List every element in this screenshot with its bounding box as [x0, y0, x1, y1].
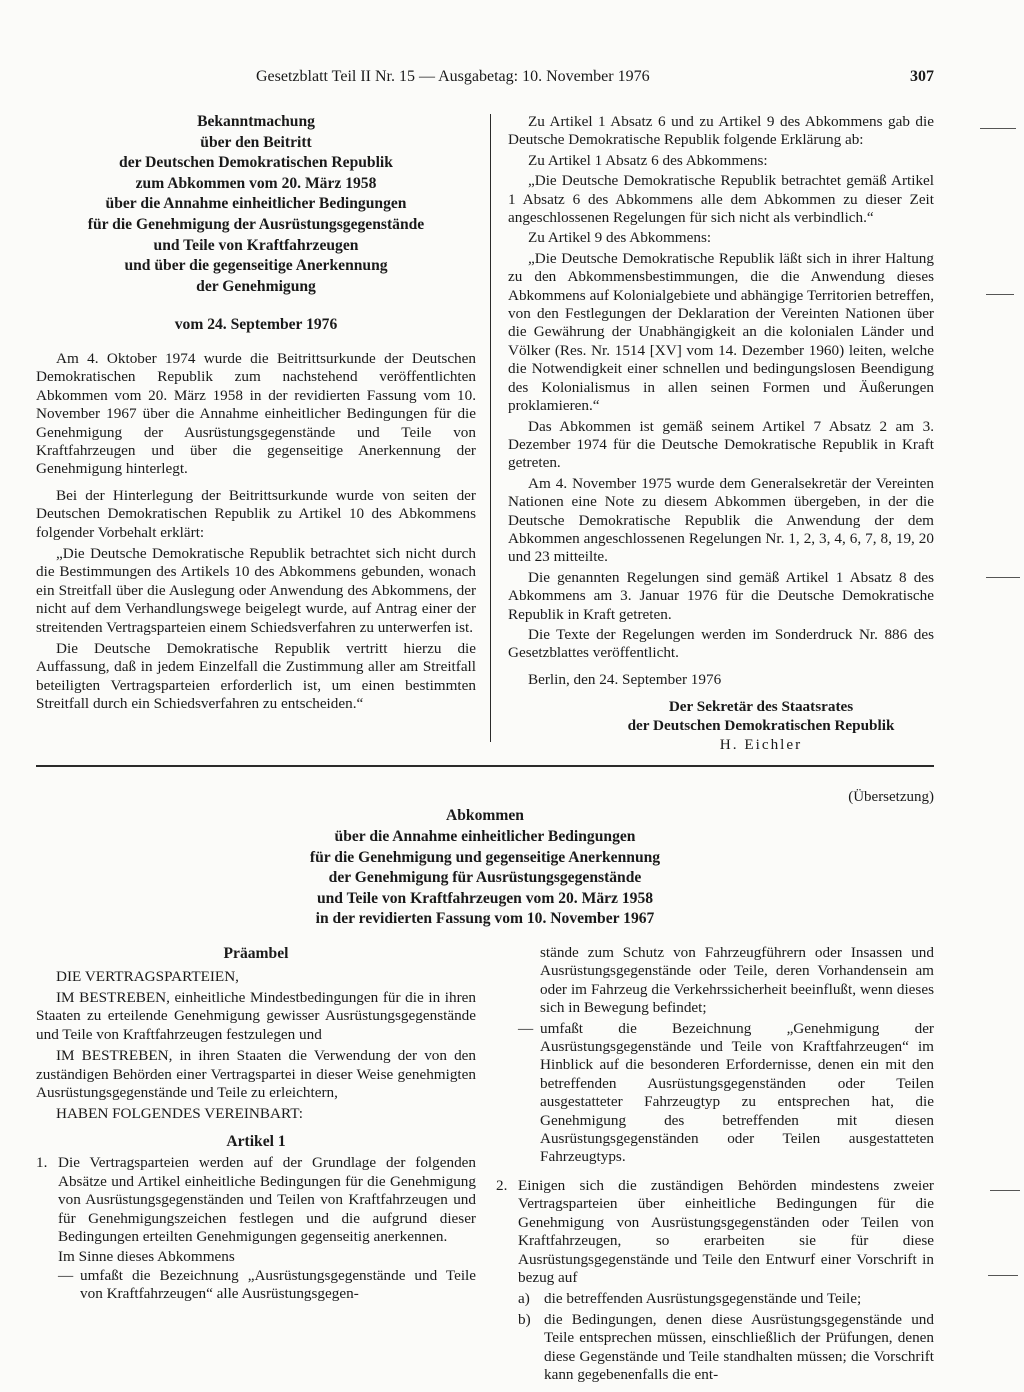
article-item-2	[496, 1177, 934, 1287]
paragraph: Das Abkommen ist gemäß seinem Artikel 7 Absatz 2 am 3. Dezember 1974 für die Deutsche Demokratische Republik in Kraft getreten.	[508, 417, 934, 472]
announcement-title-line: zum Abkommen vom 20. März 1958	[135, 174, 377, 192]
reservation-quote: Die Deutsche Demokratische Republik vertritt hierzu die Auffassung, daß in jedem Einzelfall die Zustimmung aller am Streitfall beteiligten Vertragsparteien erforderlich ist, um einen bestimmten Streitfall durch ein Schiedsverfahren zu entscheiden.“	[36, 640, 476, 713]
place-date: Berlin, den 24. September 1976	[528, 670, 722, 688]
definition-continuation: stände zum Schutz von Fahrzeugführern oder Insassen und Ausrüstungsgegenstände oder Teile, deren Vorhandensein am oder im Fahrzeug die Verkehrssicherheit beeinflußt, wenn dieses sich in Bewegung befindet;	[540, 944, 934, 1017]
agreement-right-column	[496, 944, 934, 1384]
definition-item	[36, 1267, 476, 1304]
agreement-title-block	[36, 788, 934, 930]
page-number: 307	[910, 68, 934, 85]
item-text: Die Vertragsparteien werden auf der Grundlage der folgenden Absätze und Artikel einheitliche Bedingungen für die Genehmigung von Ausrüstungsgegenständen und Teilen von Kraftfahrzeugen und für Genehmigungszeichen festlegen und die aufgrund dieser Bedingungen erteilten Genehmigungen gegenseitig anerkennen.	[58, 1154, 476, 1246]
declaration-quote: „Die Deutsche Demokratische Republik betrachtet gemäß Artikel 1 Absatz 6 des Abkommens alle dem Abkommen zu dieser Zeit angeschlossenen Regelungen für sich nicht als verbindlich.“	[508, 172, 934, 227]
agreement-title-line: über die Annahme einheitlicher Bedingungen	[334, 828, 636, 845]
signature-line: Der Sekretär des Staatsrates	[668, 698, 854, 716]
item-text: umfaßt die Bezeichnung „Genehmigung der Ausrüstungsgegenstände und Teile von Kraftfahrzeugen“ im Hinblick auf die besonderen Erfordernisse, denen ein mit den betreffenden Ausrüstungsgegenständen oder Teilen ausgestatteter Fahrzeugtyp zu entsprechen hat, die Genehmigung des betreffenden mit diesen Ausrüstungsgegenständen oder Teilen ausgestatteten Fahrzeugtyps.	[540, 1019, 934, 1166]
paragraph: IM BESTREBEN, in ihren Staaten die Verwendung der von den zuständigen Behörden einer Vertragspartei in dieser Weise genehmigten Ausrüstungsgegenstände und Teile zu erleichtern,	[36, 1047, 476, 1102]
page-header	[256, 64, 934, 94]
announcement-title-line: für die Genehmigung der Ausrüstungsgegenstände	[87, 215, 425, 233]
margin-mark	[988, 1275, 1018, 1276]
item-text: Einigen sich die zuständigen Behörden mindestens zweier Vertragsparteien über einheitliche Bedingungen für die Genehmigung von Ausrüstungsgegenständen oder Teilen von Kraftfahrzeugen, so erarbeiten sie für diese Ausrüstungsgegenstände und Teile den Entwurf einer Vorschrift in bezug auf	[518, 1176, 934, 1286]
announcement-title-line: und über die gegenseitige Anerkennung	[124, 257, 388, 275]
dash-marker: —	[58, 1266, 74, 1284]
margin-mark	[980, 128, 1016, 129]
agreement-left-column	[36, 944, 476, 1304]
announcement-title-line: über den Beitritt	[200, 133, 312, 151]
announcement-date: vom 24. September 1976	[174, 316, 338, 334]
item-text: die betreffenden Ausrüstungsgegenstände und Teile;	[544, 1290, 862, 1308]
margin-mark	[986, 294, 1014, 295]
announcement-title-line: der Deutschen Demokratischen Republik	[119, 154, 393, 172]
definition-item	[496, 1020, 934, 1167]
sub-item-label: a)	[518, 1290, 530, 1308]
margin-mark	[990, 1190, 1020, 1191]
im-sinne-line: Im Sinne dieses Abkommens	[58, 1248, 235, 1266]
sub-item-b	[496, 1311, 934, 1385]
article-heading: Artikel 1	[226, 1132, 286, 1150]
agreement-title-line: für die Genehmigung und gegenseitige Anerkennung	[309, 848, 661, 866]
announcement-right-column	[508, 113, 934, 754]
translation-note: (Übersetzung)	[848, 789, 934, 805]
announcement-title-line: der Genehmigung	[196, 277, 316, 295]
declaration-quote: „Die Deutsche Demokratische Republik läßt sich in ihrer Haltung zu den Abkommensbestimmungen, die die Anwendung dieses Abkommens auf Kolonialgebiete und abhängige Territorien betreffen, von den Festlegungen der Deklaration der Vereinten Nationen über die Gewährung der Unabhängigkeit an die kolonialen Länder und Völker (Res. Nr. 1514 [XV] vom 14. Dezember 1960) leiten, welche die Notwendigkeit einer schnellen und bedingungslosen Beendigung des Kolonialismus in allen seinen Formen und Äußerungen proklamieren.“	[508, 249, 934, 415]
article-item-1	[36, 1154, 476, 1246]
paragraph: Am 4. November 1975 wurde dem Generalsekretär der Vereinten Nationen eine Note zu diesem Abkommen übergeben, in der die Deutsche Demokratische Republik die Anwendung der dem Abkommen angeschlossenen Regelungen Nr. 1, 2, 3, 4, 6, 7, 8, 19, 20 und 23 mitteilte.	[508, 474, 934, 566]
agreed-line: HABEN FOLGENDES VEREINBART:	[56, 1105, 303, 1123]
reservation-quote: „Die Deutsche Demokratische Republik betrachtet sich nicht durch die Bestimmungen des Artikels 10 des Abkommens gebunden, wonach ein Streitfall über die Auslegung oder Anwendung des Abkommens, der nicht auf dem Verhandlungswege beigelegt wurde, auf Antrag einer der streitenden Vertragsparteien einem Schiedsverfahren zu unterwerfen ist.	[36, 545, 476, 636]
item-number: 2.	[496, 1176, 508, 1194]
paragraph: Bei der Hinterlegung der Beitrittsurkunde wurde von seiten der Deutschen Demokratischen Republik zu Artikel 10 des Abkommens folgender Vorbehalt erklärt:	[36, 486, 476, 541]
agreement-title	[36, 806, 934, 930]
agreement-title-line: der Genehmigung für Ausrüstungsgegenstände	[328, 869, 642, 887]
paragraph: Die genannten Regelungen sind gemäß Artikel 1 Absatz 8 des Abkommens am 3. Januar 1976 für die Deutsche Demokratische Republik in Kraft getreten.	[508, 568, 934, 623]
margin-mark	[986, 577, 1020, 578]
agreement-title-line: und Teile von Kraftfahrzeugen vom 20. März 1958	[316, 889, 654, 907]
announcement-title-line: und Teile von Kraftfahrzeugen	[153, 236, 359, 254]
preamble-heading: Präambel	[223, 945, 289, 962]
item-text: die Bedingungen, denen diese Ausrüstungsgegenstände und Teile entsprechen müssen, einschließlich der Prüfungen, denen diese Gegenstände und Teile standhalten müssen; die Vorschrift kann gegebenenfalls die ent-	[544, 1310, 934, 1383]
agreement-title-line: Abkommen	[446, 807, 524, 825]
column-divider	[490, 114, 491, 742]
announcement-left-column	[36, 112, 476, 714]
item-number: 1.	[36, 1154, 48, 1172]
announcement-title-line: Bekanntmachung	[197, 113, 315, 130]
paragraph: Am 4. Oktober 1974 wurde die Beitrittsurkunde der Deutschen Demokratischen Republik zum nachstehend veröffentlichten Abkommen vom 20. März 1958 in der revidierten Fassung vom 10. November 1967 über die Annahme einheitlicher Bedingungen für die Genehmigung der Ausrüstungsgegenstände und Teile von Kraftfahrzeugen und über die gegenseitige Anerkennung der Genehmigung hinterlegt.	[36, 349, 476, 478]
agreement-title-line: in der revidierten Fassung vom 10. November 1967	[315, 910, 655, 928]
parties-line: DIE VERTRAGSPARTEIEN,	[56, 967, 239, 985]
signature-block	[588, 697, 934, 754]
paragraph: Zu Artikel 1 Absatz 6 des Abkommens:	[528, 151, 768, 169]
announcement-title-line: über die Annahme einheitlicher Bedingungen	[105, 195, 407, 213]
signer-name: H. Eichler	[719, 736, 803, 754]
announcement-title	[36, 112, 476, 297]
item-text: umfaßt die Bezeichnung „Ausrüstungsgegenstände und Teile von Kraftfahrzeugen“ alle Ausrüstungsgegen-	[80, 1266, 476, 1303]
header-text: Gesetzblatt Teil II Nr. 15 — Ausgabetag: 10. November 1976	[256, 68, 650, 85]
dash-marker: —	[518, 1019, 534, 1037]
paragraph: Die Texte der Regelungen werden im Sonderdruck Nr. 886 des Gesetzblattes veröffentlicht.	[508, 625, 934, 662]
sub-item-a	[496, 1290, 934, 1308]
section-divider	[36, 765, 934, 767]
paragraph: IM BESTREBEN, einheitliche Mindestbedingungen für die in ihren Staaten zu erteilende Genehmigung gewisser Ausrüstungsgegenstände und Teile von Kraftfahrzeugen festzulegen und	[36, 989, 476, 1043]
signature-line: der Deutschen Demokratischen Republik	[627, 717, 895, 735]
sub-item-label: b)	[518, 1310, 531, 1328]
paragraph: Zu Artikel 1 Absatz 6 und zu Artikel 9 des Abkommens gab die Deutsche Demokratische Republik folgende Erklärung ab:	[508, 113, 934, 149]
paragraph: Zu Artikel 9 des Abkommens:	[528, 229, 712, 247]
